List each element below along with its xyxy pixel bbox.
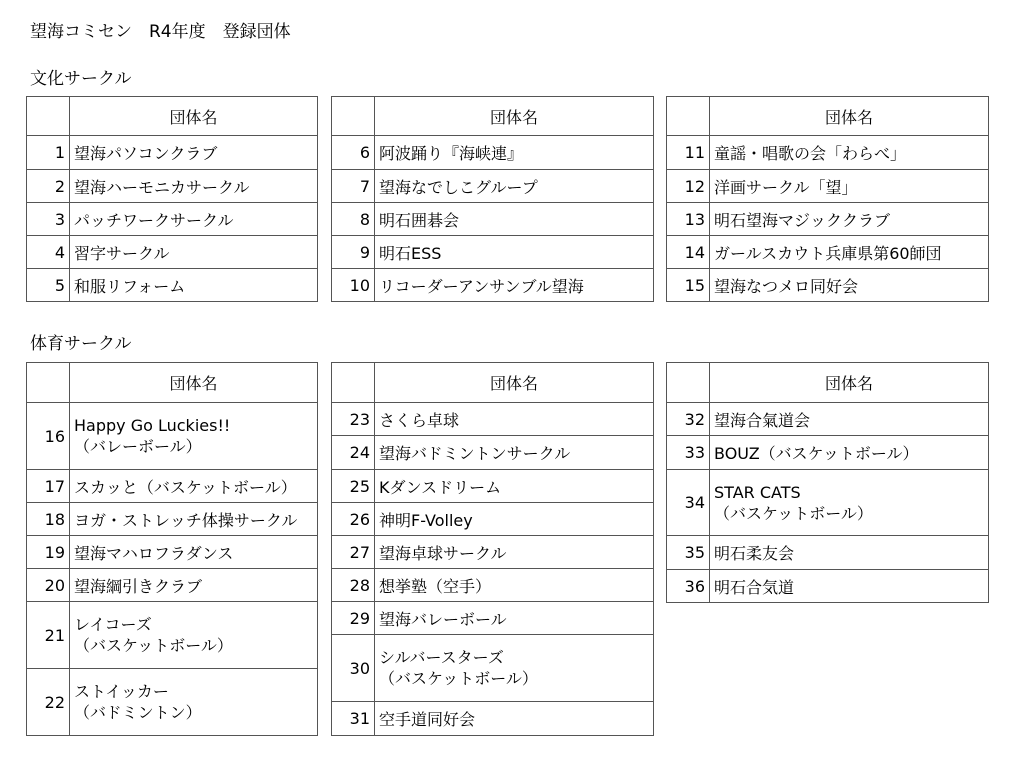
bunka-table-1 bbox=[26, 96, 318, 302]
table-row bbox=[27, 236, 318, 269]
group-name: スカッと（バスケットボール） bbox=[70, 470, 318, 503]
table-row bbox=[667, 436, 989, 470]
table-row bbox=[27, 170, 318, 203]
table-row bbox=[332, 536, 654, 569]
group-name: 明石ESS bbox=[375, 236, 654, 269]
table-row bbox=[332, 602, 654, 635]
num-header-cell bbox=[332, 363, 375, 403]
row-number: 19 bbox=[27, 536, 70, 569]
group-name: Kダンスドリーム bbox=[375, 470, 654, 503]
table-row bbox=[667, 536, 989, 570]
table-row bbox=[667, 269, 989, 302]
section-title-taiiku: 体育サークル bbox=[30, 334, 132, 354]
row-number: 14 bbox=[667, 236, 710, 269]
table-row bbox=[332, 203, 654, 236]
group-name bbox=[70, 602, 318, 669]
num-header-cell bbox=[27, 97, 70, 136]
row-number: 11 bbox=[667, 136, 710, 170]
num-header-cell bbox=[332, 97, 375, 136]
group-name: 望海マハロフラダンス bbox=[70, 536, 318, 569]
row-number: 16 bbox=[27, 403, 70, 470]
table-row bbox=[27, 536, 318, 569]
column-header: 団体名 bbox=[710, 363, 989, 403]
column-header: 団体名 bbox=[375, 363, 654, 403]
group-name: ガールスカウト兵庫県第60師団 bbox=[710, 236, 989, 269]
row-number: 6 bbox=[332, 136, 375, 170]
group-name-line1: シルバースターズ bbox=[379, 648, 504, 667]
table-row bbox=[27, 403, 318, 470]
group-name: 想挙塾（空手） bbox=[375, 569, 654, 602]
group-name: 神明F-Volley bbox=[375, 503, 654, 536]
table-row bbox=[667, 136, 989, 170]
group-name: 望海なでしこグループ bbox=[375, 170, 654, 203]
group-name: 望海綱引きクラブ bbox=[70, 569, 318, 602]
column-header: 団体名 bbox=[70, 97, 318, 136]
table-row bbox=[332, 470, 654, 503]
table-row bbox=[667, 236, 989, 269]
row-number: 23 bbox=[332, 403, 375, 436]
group-name: 明石合気道 bbox=[710, 570, 989, 603]
group-name bbox=[70, 669, 318, 736]
row-number: 32 bbox=[667, 403, 710, 436]
row-number: 30 bbox=[332, 635, 375, 702]
group-name: 明石望海マジッククラブ bbox=[710, 203, 989, 236]
table-row bbox=[332, 436, 654, 470]
bunka-table-2 bbox=[331, 96, 654, 302]
taiiku-table-1 bbox=[26, 362, 318, 736]
group-name bbox=[375, 635, 654, 702]
table-row bbox=[332, 236, 654, 269]
row-number: 24 bbox=[332, 436, 375, 470]
group-name: 望海卓球サークル bbox=[375, 536, 654, 569]
row-number: 8 bbox=[332, 203, 375, 236]
row-number: 34 bbox=[667, 470, 710, 536]
table-row bbox=[27, 602, 318, 669]
row-number: 7 bbox=[332, 170, 375, 203]
row-number: 28 bbox=[332, 569, 375, 602]
group-name: 望海パソコンクラブ bbox=[70, 136, 318, 170]
group-name: パッチワークサークル bbox=[70, 203, 318, 236]
row-number: 4 bbox=[27, 236, 70, 269]
group-name-line2: （バドミントン） bbox=[74, 703, 202, 722]
group-name: 和服リフォーム bbox=[70, 269, 318, 302]
page-title: 望海コミセン R4年度 登録団体 bbox=[30, 22, 291, 42]
group-name: 望海合氣道会 bbox=[710, 403, 989, 436]
table-row bbox=[332, 403, 654, 436]
group-name: ヨガ・ストレッチ体操サークル bbox=[70, 503, 318, 536]
row-number: 20 bbox=[27, 569, 70, 602]
row-number: 33 bbox=[667, 436, 710, 470]
table-row bbox=[667, 170, 989, 203]
row-number: 29 bbox=[332, 602, 375, 635]
group-name: 望海バレーボール bbox=[375, 602, 654, 635]
row-number: 36 bbox=[667, 570, 710, 603]
table-row bbox=[332, 635, 654, 702]
table-row bbox=[667, 470, 989, 536]
row-number: 35 bbox=[667, 536, 710, 570]
section-title-bunka: 文化サークル bbox=[30, 69, 132, 89]
row-number: 26 bbox=[332, 503, 375, 536]
group-name: リコーダーアンサンブル望海 bbox=[375, 269, 654, 302]
table-row bbox=[27, 669, 318, 736]
group-name: 習字サークル bbox=[70, 236, 318, 269]
table-row bbox=[332, 503, 654, 536]
group-name: 明石柔友会 bbox=[710, 536, 989, 570]
table-row bbox=[27, 269, 318, 302]
row-number: 1 bbox=[27, 136, 70, 170]
group-name-line1: レイコーズ bbox=[74, 615, 152, 634]
taiiku-table-3 bbox=[666, 362, 989, 603]
group-name: さくら卓球 bbox=[375, 403, 654, 436]
row-number: 27 bbox=[332, 536, 375, 569]
row-number: 12 bbox=[667, 170, 710, 203]
group-name: 空手道同好会 bbox=[375, 702, 654, 736]
group-name: 童謡・唱歌の会「わらべ」 bbox=[710, 136, 989, 170]
group-name: 洋画サークル「望」 bbox=[710, 170, 989, 203]
group-name bbox=[70, 403, 318, 470]
group-name bbox=[710, 470, 989, 536]
row-number: 15 bbox=[667, 269, 710, 302]
group-name-line1: ストイッカー bbox=[74, 682, 169, 701]
row-number: 2 bbox=[27, 170, 70, 203]
table-row bbox=[27, 136, 318, 170]
row-number: 18 bbox=[27, 503, 70, 536]
table-row bbox=[667, 203, 989, 236]
table-row bbox=[332, 136, 654, 170]
taiiku-table-2 bbox=[331, 362, 654, 736]
row-number: 17 bbox=[27, 470, 70, 503]
group-name-line1: STAR CATS bbox=[714, 482, 801, 502]
row-number: 5 bbox=[27, 269, 70, 302]
column-header: 団体名 bbox=[70, 363, 318, 403]
row-number: 10 bbox=[332, 269, 375, 302]
group-name: 望海バドミントンサークル bbox=[375, 436, 654, 470]
num-header-cell bbox=[667, 97, 710, 136]
table-row bbox=[27, 203, 318, 236]
table-row bbox=[332, 170, 654, 203]
group-name: 望海ハーモニカサークル bbox=[70, 170, 318, 203]
row-number: 9 bbox=[332, 236, 375, 269]
group-name-line2: （バレーボール） bbox=[74, 437, 202, 456]
group-name: 望海なつメロ同好会 bbox=[710, 269, 989, 302]
group-name-line2: （バスケットボール） bbox=[379, 669, 538, 688]
table-row bbox=[27, 470, 318, 503]
group-name-line2: （バスケットボール） bbox=[74, 636, 233, 655]
table-row bbox=[27, 503, 318, 536]
group-name-line2: （バスケットボール） bbox=[714, 503, 873, 523]
table-row bbox=[332, 269, 654, 302]
table-row bbox=[667, 570, 989, 603]
table-row bbox=[332, 702, 654, 736]
row-number: 21 bbox=[27, 602, 70, 669]
num-header-cell bbox=[667, 363, 710, 403]
group-name-line1: Happy Go Luckies!! bbox=[74, 416, 231, 435]
table-row bbox=[27, 569, 318, 602]
column-header: 団体名 bbox=[375, 97, 654, 136]
row-number: 3 bbox=[27, 203, 70, 236]
column-header: 団体名 bbox=[710, 97, 989, 136]
table-row bbox=[667, 403, 989, 436]
num-header-cell bbox=[27, 363, 70, 403]
row-number: 22 bbox=[27, 669, 70, 736]
row-number: 25 bbox=[332, 470, 375, 503]
table-row bbox=[332, 569, 654, 602]
row-number: 31 bbox=[332, 702, 375, 736]
group-name: BOUZ（バスケットボール） bbox=[710, 436, 989, 470]
row-number: 13 bbox=[667, 203, 710, 236]
bunka-table-3 bbox=[666, 96, 989, 302]
group-name: 明石囲碁会 bbox=[375, 203, 654, 236]
group-name: 阿波踊り『海峡連』 bbox=[375, 136, 654, 170]
